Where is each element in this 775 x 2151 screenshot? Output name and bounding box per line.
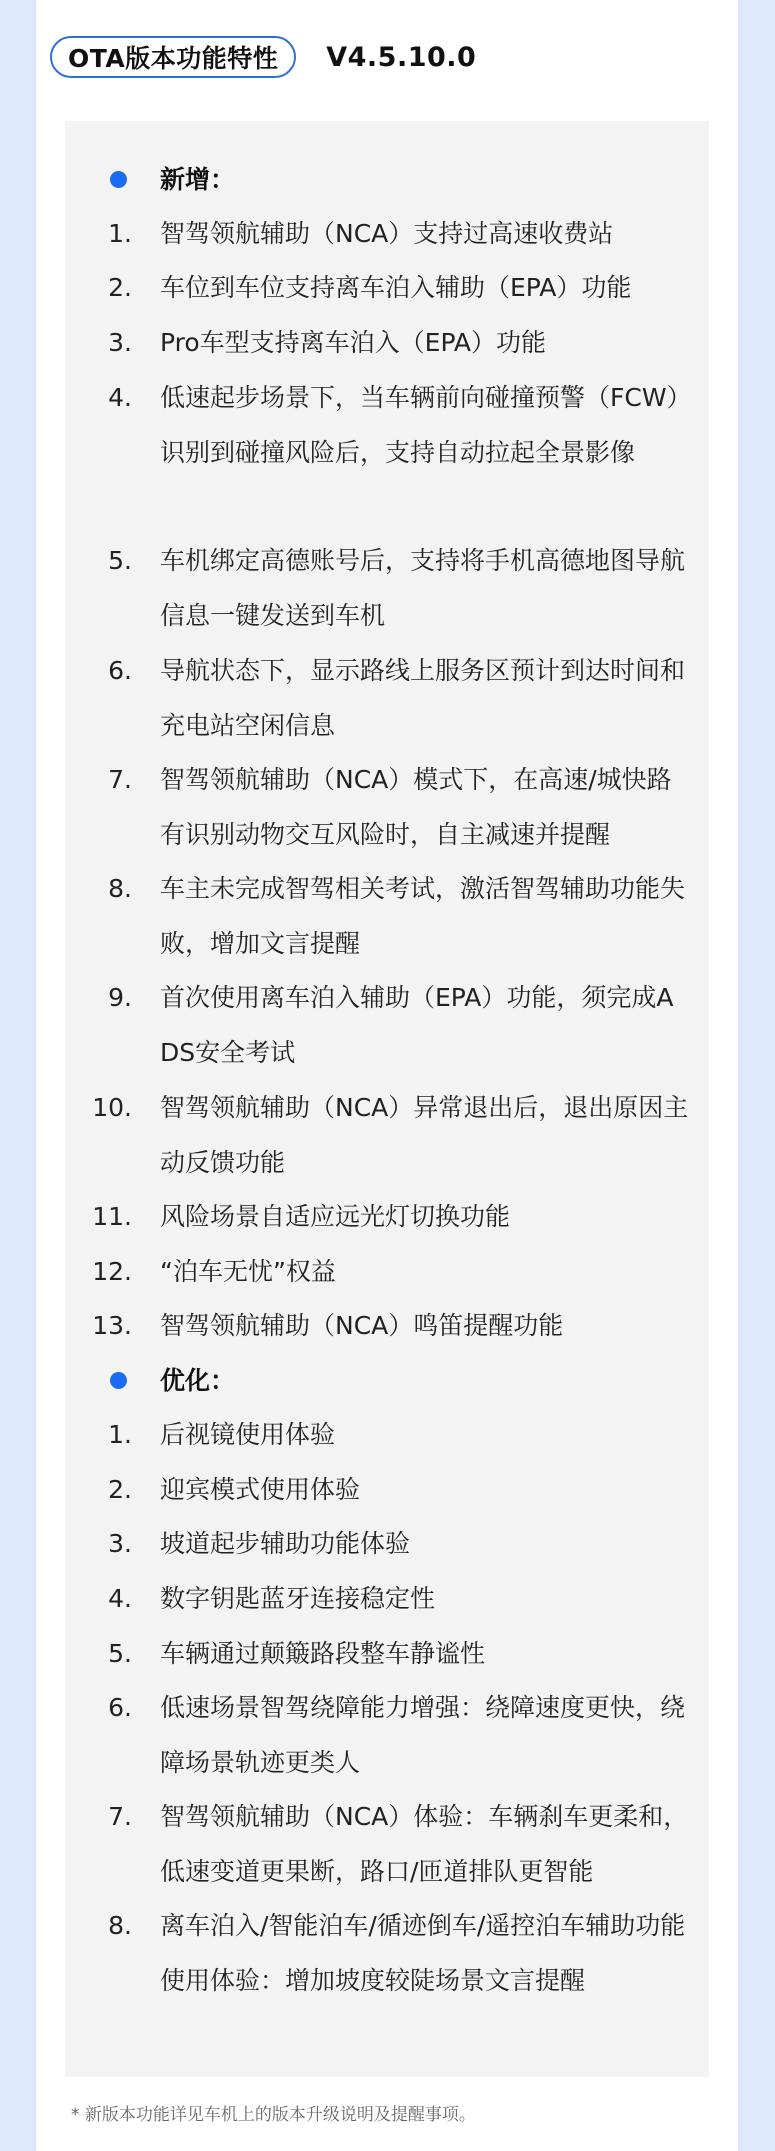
section-title-optimize: 优化： [160,1366,236,1395]
item-number: 7. [108,1802,132,1831]
item-text: 车机绑定高德账号后，支持将手机高德地图导航信息一键发送到车机 [160,546,686,630]
bullet-dot-icon [110,1372,127,1389]
item-text: Pro车型支持离车泊入（EPA）功能 [160,328,547,357]
item-number: 11. [92,1202,132,1231]
item-number: 3. [108,328,132,357]
item-text: 风险场景自适应远光灯切换功能 [160,1202,511,1231]
item-text: 迎宾模式使用体验 [160,1475,361,1504]
item-number: 12. [92,1257,132,1286]
item-number: 7. [108,765,132,794]
item-number: 13. [92,1311,132,1340]
item-text: 智驾领航辅助（NCA）支持过高速收费站 [160,219,614,248]
header [50,34,476,80]
item-text: 智驾领航辅助（NCA）鸣笛提醒功能 [160,1311,564,1340]
item-text: 车主未完成智驾相关考试，激活智驾辅助功能失败，增加文言提醒 [160,874,686,958]
content-card [36,0,738,2151]
section-title-new: 新增： [160,165,236,194]
item-text: 坡道起步辅助功能体验 [160,1529,411,1558]
bullet-dot-icon [110,171,127,188]
item-text: 数字钥匙蓝牙连接稳定性 [160,1584,436,1613]
item-number: 4. [108,1584,132,1613]
item-text: 车辆通过颠簸路段整车静谧性 [160,1639,486,1668]
item-number: 6. [108,1693,132,1722]
item-text: 智驾领航辅助（NCA）异常退出后，退出原因主动反馈功能 [160,1093,689,1177]
item-number: 2. [108,1475,132,1504]
item-number: 8. [108,874,132,903]
item-text: “泊车无忧”权益 [160,1257,336,1286]
item-text: 智驾领航辅助（NCA）模式下，在高速/城快路有识别动物交互风险时，自主减速并提醒 [160,765,672,849]
item-number: 8. [108,1911,132,1940]
item-number: 5. [108,1639,132,1668]
item-text: 低速起步场景下，当车辆前向碰撞预警（FCW）识别到碰撞风险后，支持自动拉起全景影像 [160,383,680,467]
release-notes-panel [65,121,709,2077]
item-text: 智驾领航辅助（NCA）体验：车辆刹车更柔和，低速变道更果断，路口/匝道排队更智能 [160,1802,689,1886]
item-number: 2. [108,273,132,302]
item-number: 10. [92,1093,132,1122]
item-text: 车位到车位支持离车泊入辅助（EPA）功能 [160,273,632,302]
item-text: 离车泊入/智能泊车/循迹倒车/遥控泊车辅助功能使用体验：增加坡度较陡场景文言提醒 [160,1911,686,1995]
version-number: V4.5.10.0 [326,41,477,73]
ota-title-badge: OTA版本功能特性 [50,36,296,78]
item-number: 3. [108,1529,132,1558]
item-number: 1. [108,219,132,248]
item-number: 1. [108,1420,132,1449]
item-number: 9. [108,983,132,1012]
footnote: * 新版本功能详见车机上的版本升级说明及提醒事项。 [71,2105,476,2125]
item-number: 5. [108,546,132,575]
item-text: 后视镜使用体验 [160,1420,336,1449]
item-text: 首次使用离车泊入辅助（EPA）功能，须完成ADS安全考试 [160,983,674,1067]
item-number: 4. [108,383,132,412]
item-number: 6. [108,656,132,685]
item-text: 低速场景智驾绕障能力增强：绕障速度更快，绕障场景轨迹更类人 [160,1693,686,1777]
item-text: 导航状态下，显示路线上服务区预计到达时间和充电站空闲信息 [160,656,686,740]
